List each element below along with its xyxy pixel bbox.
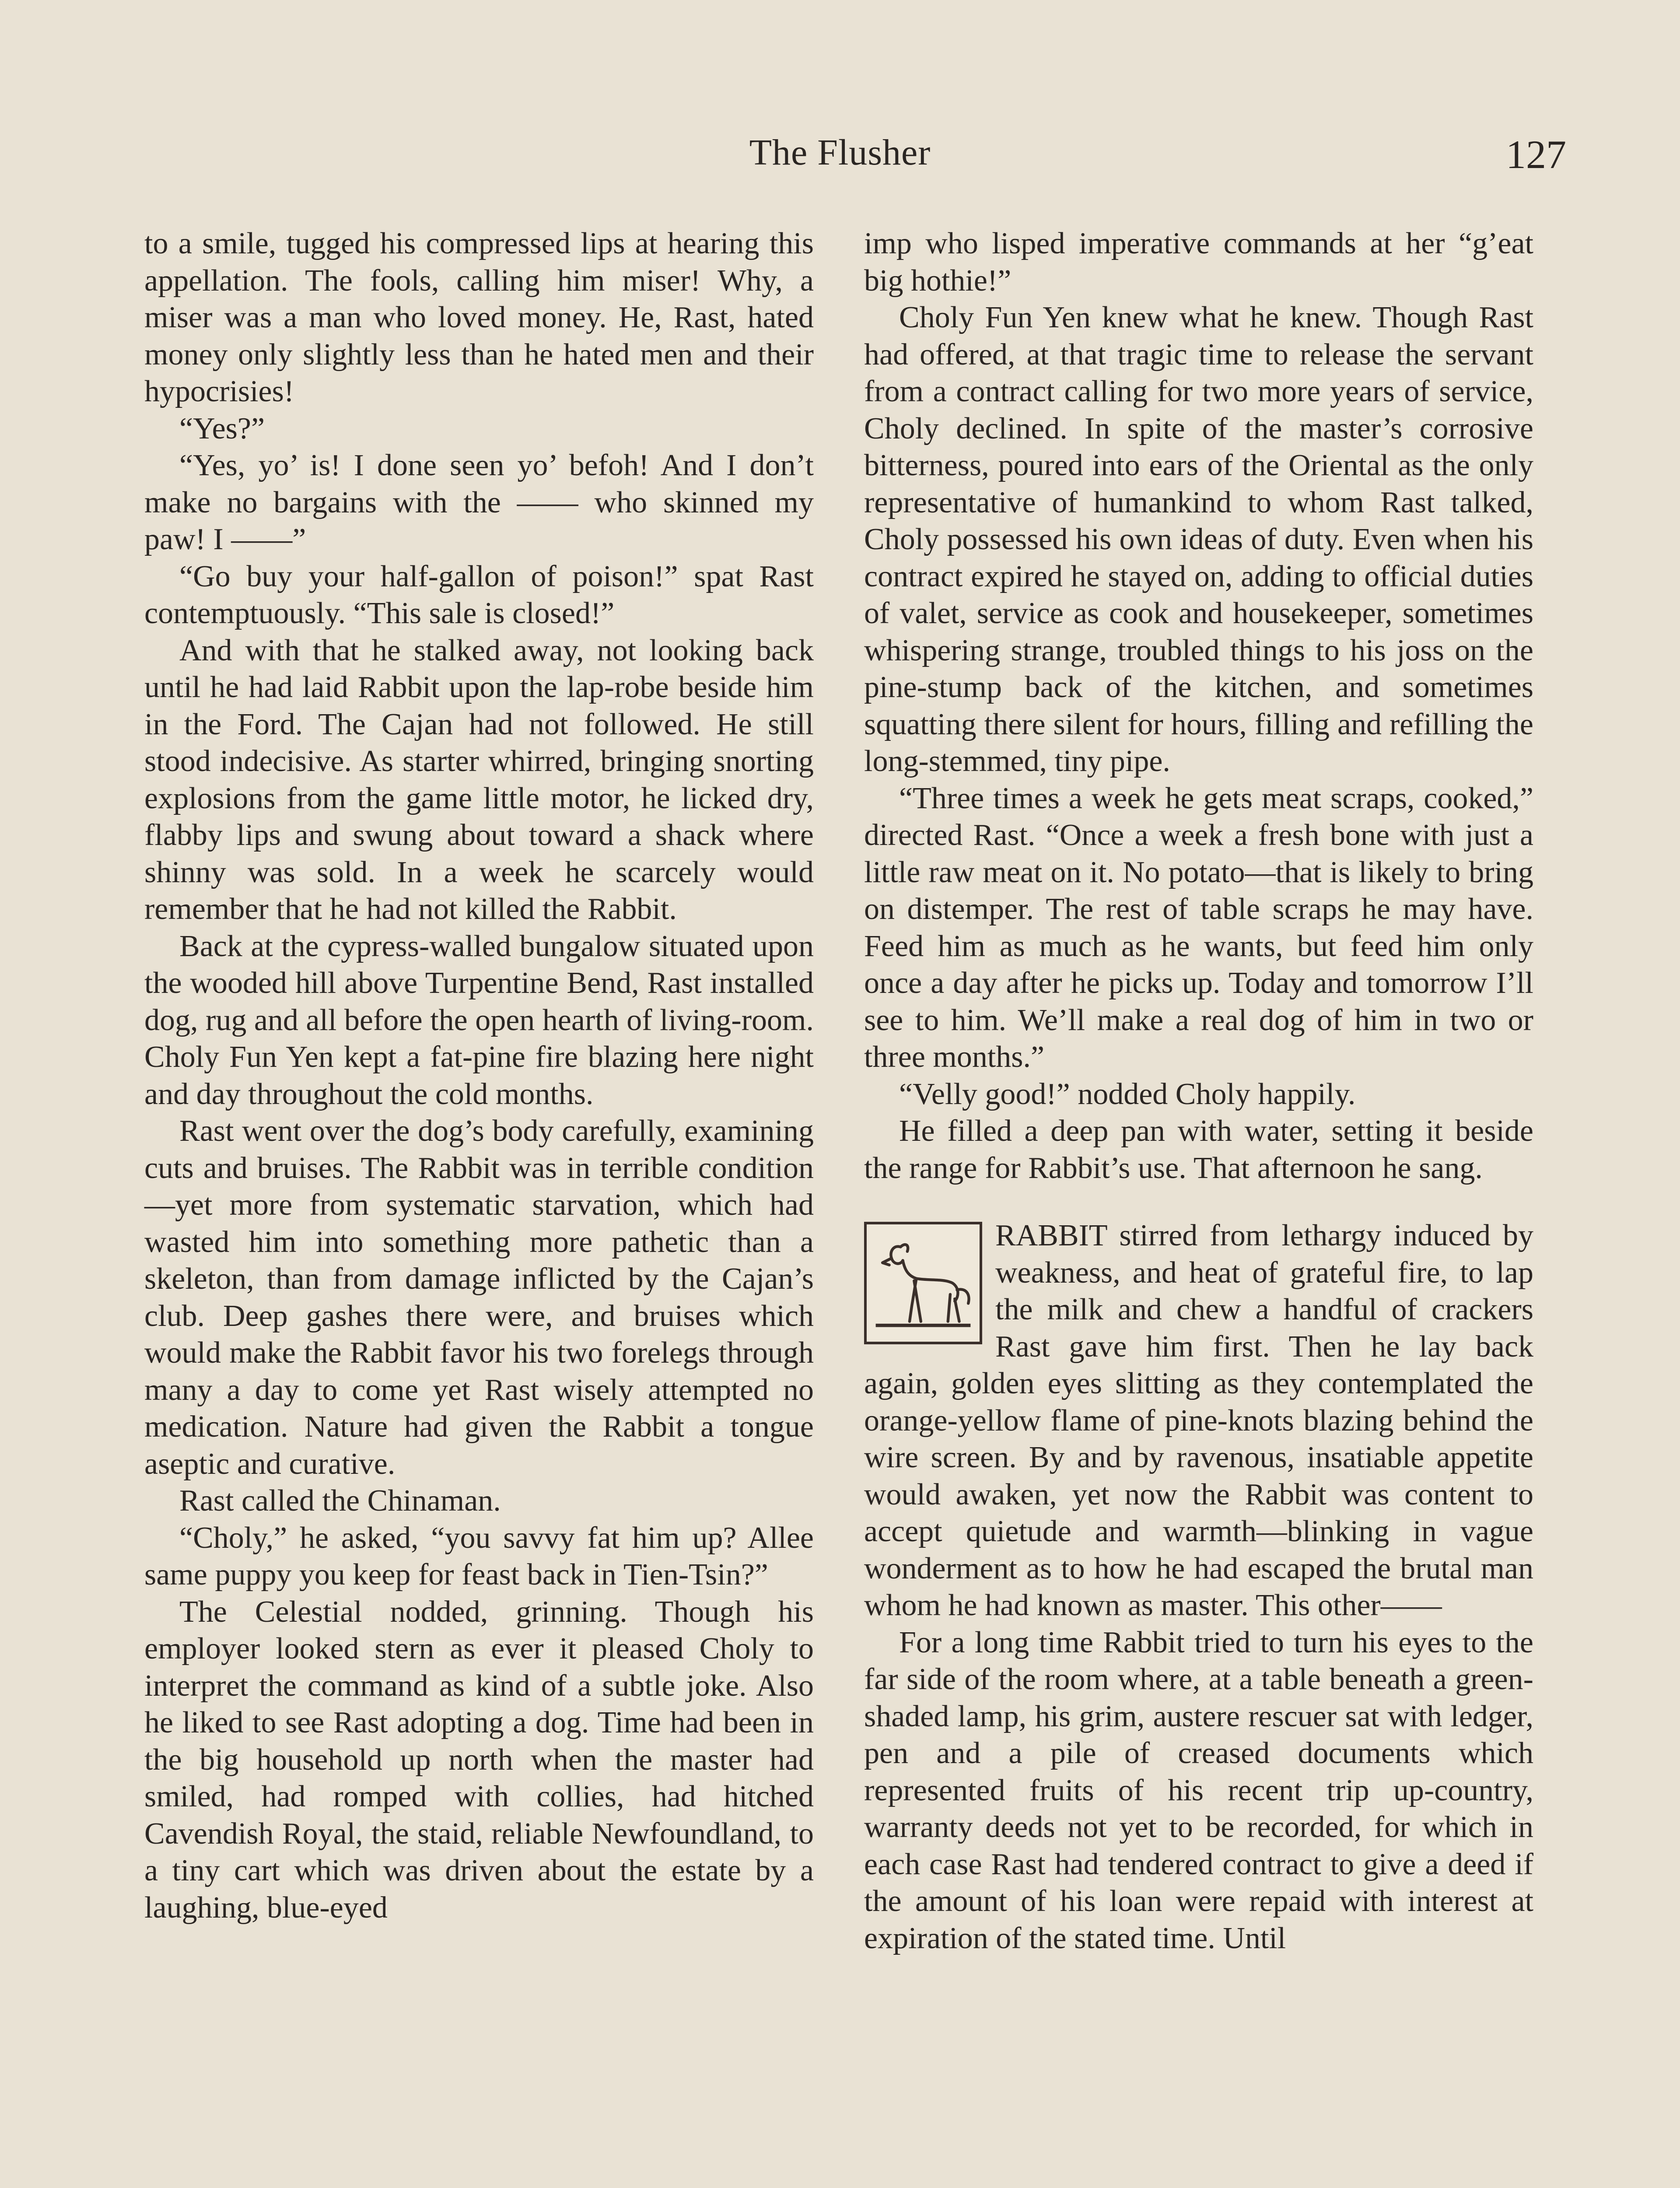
paragraph: “Choly,” he asked, “you savvy fat him up? Allee same puppy you keep for feast back in Tien-Tsin?” (144, 1521, 814, 1592)
running-title: The Flusher (749, 132, 931, 173)
page-number: 127 (1506, 132, 1566, 177)
dog-icon (864, 1222, 982, 1344)
paragraph: Rast went over the dog’s body carefully, examining cuts and bruises. The Rabbit was in terrible condition—yet more from systematic starvation, which had wasted him into something more pathetic than a skeleton, than from damage inflicted by the Cajan’s club. Deep gashes there were, and bruises which would make the Rabbit favor his two forelegs through many a day to come yet Rast wisely attempted no medication. Nature had given the Rabbit a tongue aseptic and curative. (144, 1114, 814, 1481)
dog-illustration (867, 1224, 980, 1342)
paragraph: The Celestial nodded, grinning. Though his employer looked stern as ever it pleased Choly to interpret the command as kind of a subtle joke. Also he liked to see Rast adopting a dog. Time had been in the big household up north when the master had smiled, had romped with collies, had hitched Cavendish Royal, the staid, reliable Newfoundland, to a tiny cart which was driven about the estate by a laughing, blue-eyed (144, 1595, 814, 1925)
paragraph: to a smile, tugged his compressed lips at hearing this appellation. The fools, calling him miser! Why, a miser was a man who loved money. He, Rast, hated money only slightly less than he hated men and their hypocrisies! (144, 227, 814, 408)
paragraph: He filled a deep pan with water, setting it beside the range for Rabbit’s use. That afternoon he sang. (864, 1114, 1533, 1185)
paragraph: “Go buy your half-gallon of poison!” spat Rast contemptuously. “This sale is closed!” (144, 559, 814, 630)
paragraph: And with that he stalked away, not looking back until he had laid Rabbit upon the lap-robe beside him in the Ford. The Cajan had not followed. He still stood indecisive. As starter whirred, bringing snorting explosions from the game little motor, he licked dry, flabby lips and swung about toward a shack where shinny was sold. In a week he scarcely would remember that he had not killed the Rabbit. (144, 633, 814, 926)
page-header (0, 131, 1680, 188)
paragraph: RABBIT stirred from lethargy induced by weakness, and heat of grateful fire, to lap the milk and chew a handful of crackers Rast gave him first. Then he lay back again, golden eyes slitting as they contemplated the orange-yellow flame of pine-knots blazing behind the wire screen. By and by ravenous, insatiable appetite would awaken, yet now the Rabbit was content to accept quietude and warmth—blinking in vague wonderment as to how he had escaped the brutal man whom he had known as master. This other—— (864, 1219, 1533, 1622)
paragraph: “Yes?” (179, 411, 265, 445)
paragraph: “Velly good!” nodded Choly happily. (899, 1077, 1356, 1111)
left-column (144, 225, 814, 1926)
paragraph: “Three times a week he gets meat scraps, cooked,” directed Rast. “Once a week a fresh bone with just a little raw meat on it. No potato—that is likely to bring on distemper. The rest of table scraps he may have. Feed him as much as he wants, but feed him only once a day after he picks up. Today and tomorrow I’ll see to him. We’ll make a real dog of him in two or three months.” (864, 781, 1533, 1074)
paragraph: imp who lisped imperative commands at her “g’eat big hothie!” (864, 227, 1533, 298)
right-column (864, 225, 1533, 1957)
paragraph: Choly Fun Yen knew what he knew. Though Rast had offered, at that tragic time to release the servant from a contract calling for two more years of service, Choly declined. In spite of the master’s corrosive bitterness, poured into ears of the Oriental as the only representative of humankind to whom Rast talked, Choly possessed his own ideas of duty. Even when his contract expired he stayed on, adding to official duties of valet, service as cook and housekeeper, sometimes whispering strange, troubled things to his joss on the pine-stump back of the kitchen, and sometimes squatting there silent for hours, filling and refilling the long-stemmed, tiny pipe. (864, 301, 1533, 778)
paragraph: “Yes, yo’ is! I done seen yo’ befoh! And I don’t make no bargains with the —— who skinned my paw! I ——” (144, 449, 814, 556)
paragraph: Rast called the Chinaman. (179, 1484, 501, 1518)
paragraph: Back at the cypress-walled bungalow situated upon the wooded hill above Turpentine Bend, Rast installed dog, rug and all before the open hearth of living-room. Choly Fun Yen kept a fat-pine fire blazing here night and day throughout the cold months. (144, 929, 814, 1111)
section-break (864, 1187, 1533, 1217)
paragraph: For a long time Rabbit tried to turn his eyes to the far side of the room where, at a table beneath a green-shaded lamp, his grim, austere rescuer sat with ledger, pen and a pile of creased documents which represented fruits of his recent trip up-country, warranty deeds not yet to be recorded, for which in each case Rast had tendered contract to give a deed if the amount of his loan were repaid with interest at expiration of the stated time. Until (864, 1625, 1533, 1955)
